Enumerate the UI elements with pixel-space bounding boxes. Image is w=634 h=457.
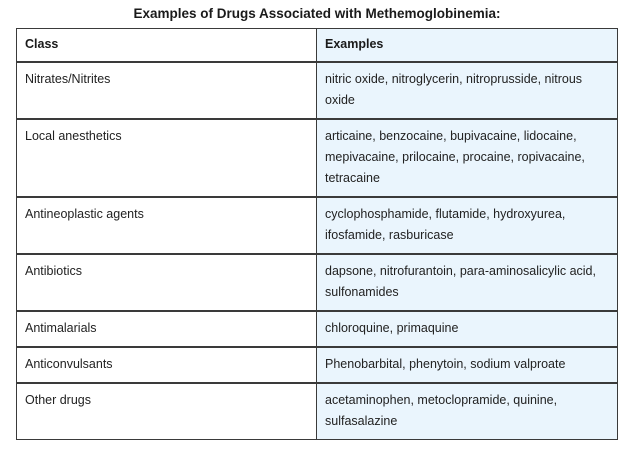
table-row (17, 311, 618, 347)
table-row (17, 254, 618, 311)
cell-examples: cyclophosphamide, flutamide, hydroxyurea, ifosfamide, rasburicase (317, 197, 618, 254)
header-class: Class (17, 29, 317, 63)
cell-examples: acetaminophen, metoclopramide, quinine, sulfasalazine (317, 383, 618, 440)
table-row (17, 383, 618, 440)
table-header-row (17, 29, 618, 63)
cell-class: Nitrates/Nitrites (17, 62, 317, 119)
cell-examples: dapsone, nitrofurantoin, para-aminosalicylic acid, sulfonamides (317, 254, 618, 311)
header-examples: Examples (317, 29, 618, 63)
cell-class: Local anesthetics (17, 119, 317, 197)
cell-examples: chloroquine, primaquine (317, 311, 618, 347)
table-caption: Examples of Drugs Associated with Methemoglobinemia: (133, 6, 501, 21)
drugs-table (16, 28, 618, 440)
cell-class: Antibiotics (17, 254, 317, 311)
cell-examples: articaine, benzocaine, bupivacaine, lidocaine, mepivacaine, prilocaine, procaine, ropivacaine, tetracaine (317, 119, 618, 197)
table-row (17, 347, 618, 383)
table-row (17, 197, 618, 254)
cell-class: Antineoplastic agents (17, 197, 317, 254)
cell-class: Other drugs (17, 383, 317, 440)
cell-examples: Phenobarbital, phenytoin, sodium valproate (317, 347, 618, 383)
cell-class: Anticonvulsants (17, 347, 317, 383)
cell-examples: nitric oxide, nitroglycerin, nitroprusside, nitrous oxide (317, 62, 618, 119)
cell-class: Antimalarials (17, 311, 317, 347)
table-row (17, 62, 618, 119)
table-row (17, 119, 618, 197)
